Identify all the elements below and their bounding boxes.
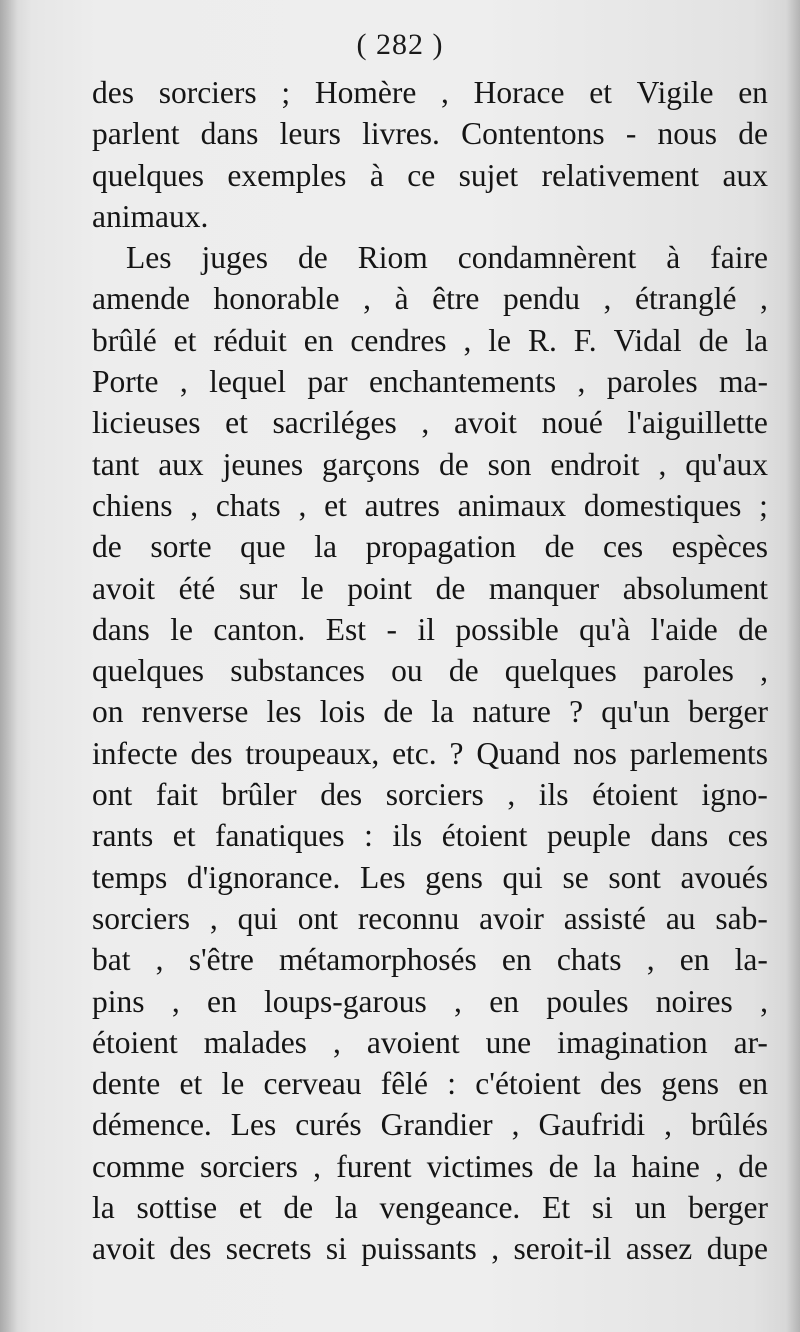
text-line — [92, 155, 768, 196]
word: , — [760, 983, 768, 1019]
word: paroles — [642, 653, 734, 689]
word: quelques — [92, 653, 204, 689]
word: chiens — [92, 487, 173, 523]
text-line — [92, 1187, 768, 1228]
text-line — [92, 981, 768, 1022]
word: etc. — [392, 735, 437, 771]
word: se — [562, 859, 589, 895]
word: - — [625, 116, 637, 152]
word: ce — [407, 157, 436, 193]
text-line — [92, 1104, 768, 1145]
word: sacriléges — [272, 405, 397, 441]
word: les — [266, 694, 302, 730]
text-line — [92, 361, 768, 402]
word: le — [170, 611, 193, 647]
text-line — [92, 1063, 768, 1104]
word: ; — [281, 75, 291, 110]
word: R. — [527, 322, 557, 358]
text-line — [92, 774, 768, 815]
word: et — [324, 487, 347, 523]
word: Est — [325, 611, 366, 647]
word: Horace — [473, 75, 565, 110]
word: Riom — [357, 240, 428, 276]
text-line — [92, 485, 768, 526]
word: , — [577, 364, 586, 400]
text-line — [92, 526, 768, 567]
word: ces — [727, 818, 768, 854]
word: , — [298, 487, 307, 523]
word: être — [432, 281, 480, 317]
word: , — [155, 942, 164, 978]
word: Porte — [92, 364, 159, 400]
text-line — [92, 568, 768, 609]
word: infecte — [92, 735, 178, 771]
word: on — [92, 694, 124, 730]
word: imagination — [557, 1024, 708, 1060]
word: noué — [541, 405, 603, 441]
word: : — [364, 818, 373, 854]
word: des — [169, 1231, 212, 1267]
word: , — [421, 405, 430, 441]
word: démence. — [92, 1107, 212, 1143]
word: ? — [569, 694, 584, 730]
word: chats — [556, 942, 622, 978]
word: , — [646, 942, 655, 978]
word: , — [658, 446, 667, 482]
text-line — [92, 1022, 768, 1063]
word: quelques — [504, 653, 617, 689]
word: dans — [650, 818, 709, 854]
word: de — [448, 653, 479, 689]
word: faire — [710, 240, 768, 276]
word: , — [363, 281, 371, 317]
word: berger — [688, 694, 768, 730]
word: chats — [215, 487, 281, 523]
text-line — [92, 72, 768, 113]
word: qu'un — [601, 694, 670, 730]
word: sujet — [458, 157, 519, 193]
word: haine — [631, 1148, 700, 1184]
word: en — [489, 983, 519, 1019]
word: malades — [203, 1024, 307, 1060]
word: fanatiques — [215, 818, 345, 854]
word: sorte — [150, 529, 212, 565]
word: s'être — [188, 942, 254, 978]
word: relativement — [541, 157, 700, 193]
word: avoit — [92, 1231, 155, 1267]
word: noires — [655, 983, 733, 1019]
word: domestiques — [583, 487, 742, 523]
word: d'ignorance. — [186, 859, 341, 895]
word: paroles — [606, 364, 698, 400]
word: il — [417, 611, 435, 647]
word: des — [320, 777, 363, 813]
word: seroit-il — [513, 1231, 612, 1267]
word: exemples — [227, 157, 347, 193]
word: , — [511, 1107, 520, 1143]
word: igno- — [701, 777, 768, 813]
word: à — [666, 240, 681, 276]
text-line — [92, 1228, 768, 1269]
word: le — [300, 570, 324, 606]
page-number: ( 282 ) — [356, 28, 444, 61]
word: un — [634, 1190, 667, 1226]
word: Gaufridi — [538, 1107, 646, 1143]
word: une — [485, 1024, 532, 1060]
word: Et — [542, 1190, 571, 1226]
word: qu'aux — [685, 446, 768, 482]
word: renverse — [141, 694, 249, 730]
word: pendu — [502, 281, 580, 317]
word: garçons — [322, 446, 420, 482]
text-line — [92, 898, 768, 939]
word: Homère — [314, 75, 417, 110]
word: , — [463, 322, 472, 358]
word: des — [190, 735, 233, 771]
word: , — [313, 1148, 322, 1184]
word: avoués — [680, 859, 768, 895]
word: en — [738, 1066, 768, 1102]
gutter-shadow — [0, 0, 18, 1332]
word: quelques — [92, 157, 204, 193]
word: si — [591, 1190, 613, 1226]
word: honorable — [213, 281, 340, 317]
word: son — [487, 446, 532, 482]
word: , — [715, 1148, 723, 1184]
word: Grandier — [380, 1107, 493, 1143]
word: la — [593, 1148, 617, 1184]
word: juges — [201, 240, 268, 276]
word: ou — [391, 653, 423, 689]
word: le — [488, 322, 512, 358]
word: à — [394, 281, 409, 317]
word: étranglé — [635, 281, 737, 317]
word: sur — [238, 570, 278, 606]
word: loups-garous — [264, 983, 427, 1019]
word: vengeance. — [379, 1190, 521, 1226]
word: jeunes — [222, 446, 304, 482]
word: peuple — [546, 818, 631, 854]
word: absolument — [622, 570, 768, 606]
word: de — [548, 1148, 579, 1184]
word: reconnu — [357, 900, 460, 936]
word: possible — [455, 611, 559, 647]
word: , — [760, 653, 768, 689]
word: que — [240, 529, 286, 565]
word: et — [225, 405, 248, 441]
word: la — [314, 529, 337, 565]
word: étoient — [441, 818, 528, 854]
word: F. — [573, 322, 597, 358]
word: de — [383, 694, 414, 730]
word: ma- — [719, 364, 768, 400]
word: en — [738, 75, 768, 110]
word: étoient — [92, 1024, 178, 1060]
word: propagation — [365, 529, 517, 565]
text-line — [92, 237, 768, 278]
word: brûlé — [92, 322, 157, 358]
text-line — [92, 733, 768, 774]
word: dupe — [706, 1231, 768, 1267]
word: des — [92, 75, 134, 110]
word: , — [664, 1107, 672, 1143]
word: en — [206, 983, 237, 1019]
word: , — [441, 75, 449, 110]
word: étoient — [592, 777, 678, 813]
word: poules — [546, 983, 629, 1019]
word: des — [599, 1066, 642, 1102]
word: enchantements — [368, 364, 557, 400]
text-line — [92, 444, 768, 485]
page-edge-shadow — [786, 0, 800, 1332]
word: temps — [92, 859, 168, 895]
word: espèces — [671, 529, 768, 565]
text-line — [92, 113, 768, 154]
word: été — [178, 570, 216, 606]
word: de — [738, 116, 768, 152]
word: animaux. — [92, 198, 209, 234]
text-line — [92, 1146, 768, 1187]
word: de — [283, 1190, 314, 1226]
word: fêlé — [380, 1066, 428, 1102]
text-line — [92, 691, 768, 732]
word: la — [431, 694, 455, 730]
word: sorciers — [199, 1148, 298, 1184]
word: l'aiguillette — [627, 405, 768, 441]
word: canton. — [213, 611, 306, 647]
word: et — [589, 75, 612, 110]
word: rants — [92, 818, 154, 854]
word: de — [544, 529, 575, 565]
word: amende — [92, 281, 190, 317]
word: gens — [661, 1066, 719, 1102]
word: livres. — [362, 116, 440, 152]
word: et — [172, 818, 196, 854]
word: de — [698, 322, 729, 358]
word: Les — [230, 1107, 277, 1143]
word: qui — [237, 900, 278, 936]
word: la — [334, 1190, 358, 1226]
word: , — [491, 1231, 500, 1267]
word: c'étoient — [475, 1066, 581, 1102]
word: sorciers — [158, 75, 257, 110]
word: bat — [92, 942, 131, 978]
word: par — [307, 364, 348, 400]
word: dans — [200, 116, 259, 152]
word: sont — [608, 859, 661, 895]
word: assisté — [563, 900, 646, 936]
word: brûlés — [690, 1107, 768, 1143]
word: sab- — [715, 900, 768, 936]
text-line — [92, 320, 768, 361]
word: la- — [734, 942, 768, 978]
word: tant — [92, 446, 140, 482]
word: , — [454, 983, 462, 1019]
word: animaux — [457, 487, 567, 523]
text-line — [92, 278, 768, 319]
word: dans — [92, 611, 150, 647]
word: leurs — [279, 116, 341, 152]
word: avoit — [92, 570, 155, 606]
word: ont — [297, 900, 338, 936]
word: de — [738, 611, 768, 647]
word: , — [171, 983, 180, 1019]
word: la — [745, 322, 768, 358]
word: et — [173, 322, 197, 358]
text-line — [92, 650, 768, 691]
word: ces — [602, 529, 644, 565]
word: ils — [392, 818, 423, 854]
word: - — [386, 611, 397, 647]
word: , — [332, 1024, 341, 1060]
text-body — [92, 72, 768, 1270]
word: sottise — [136, 1190, 218, 1226]
word: de — [738, 1148, 768, 1184]
word: gens — [425, 859, 483, 895]
text-line — [92, 402, 768, 443]
word: le — [221, 1066, 245, 1102]
word: berger — [688, 1190, 768, 1226]
word: qu'à — [579, 611, 631, 647]
word: au — [665, 900, 696, 936]
word: lois — [319, 694, 366, 730]
word: qui — [502, 859, 543, 895]
word: Les — [360, 859, 406, 895]
word: curés — [295, 1107, 362, 1143]
word: métamorphosés — [279, 942, 477, 978]
word: condamnèrent — [457, 240, 637, 276]
word: autres — [364, 487, 440, 523]
word: de — [92, 529, 122, 565]
word: aux — [722, 157, 768, 193]
word: la — [92, 1190, 115, 1226]
word: et — [179, 1066, 203, 1102]
word: cendres — [350, 322, 447, 358]
word: nos — [573, 735, 617, 771]
word: licieuses — [92, 405, 201, 441]
word: fait — [155, 777, 198, 813]
word: parlent — [92, 116, 180, 152]
word: sorciers — [385, 777, 484, 813]
word: sorciers — [92, 900, 190, 936]
word: secrets — [225, 1231, 312, 1267]
word: avoir — [479, 900, 544, 936]
word: en — [679, 942, 710, 978]
word: parlements — [629, 735, 768, 771]
word: : — [447, 1066, 456, 1102]
word: ils — [538, 777, 569, 813]
word: pins — [92, 983, 145, 1019]
word: , — [179, 364, 188, 400]
word: endroit — [550, 446, 640, 482]
word: dente — [92, 1066, 161, 1102]
word: cerveau — [263, 1066, 362, 1102]
word: , — [209, 900, 218, 936]
word: nous — [657, 116, 718, 152]
word: à — [369, 157, 384, 193]
word: avoient — [366, 1024, 460, 1060]
word: ont — [92, 777, 133, 813]
word: réduit — [213, 322, 287, 358]
word: Les — [126, 240, 172, 276]
text-line — [92, 815, 768, 856]
word: ar- — [733, 1024, 768, 1060]
text-line — [92, 196, 768, 237]
word: furent — [336, 1148, 412, 1184]
text-line — [92, 857, 768, 898]
word: et — [238, 1190, 262, 1226]
word: assez — [625, 1231, 693, 1267]
word: , — [507, 777, 516, 813]
word: Quand — [476, 735, 561, 771]
word: Vidal — [613, 322, 682, 358]
word: Vigile — [636, 75, 714, 110]
word: de — [438, 446, 469, 482]
word: en — [303, 322, 334, 358]
word: point — [347, 570, 413, 606]
word: comme — [92, 1148, 185, 1184]
word: nature — [472, 694, 551, 730]
word: si — [325, 1231, 347, 1267]
word: puissants — [361, 1231, 477, 1267]
word: de — [298, 240, 328, 276]
word: Contentons — [461, 116, 605, 152]
word: lequel — [209, 364, 287, 400]
word: troupeaux, — [245, 735, 380, 771]
word: ; — [759, 487, 768, 523]
word: avoit — [453, 405, 517, 441]
word: , — [603, 281, 612, 317]
word: en — [501, 942, 532, 978]
word: l'aide — [650, 611, 718, 647]
word: brûler — [221, 777, 297, 813]
word: victimes — [426, 1148, 534, 1184]
text-line — [92, 939, 768, 980]
word: manquer — [488, 570, 600, 606]
text-line — [92, 609, 768, 650]
word: de — [435, 570, 466, 606]
word: aux — [158, 446, 204, 482]
word: substances — [230, 653, 365, 689]
word: , — [760, 281, 768, 317]
word: , — [190, 487, 199, 523]
word: ? — [449, 735, 464, 771]
